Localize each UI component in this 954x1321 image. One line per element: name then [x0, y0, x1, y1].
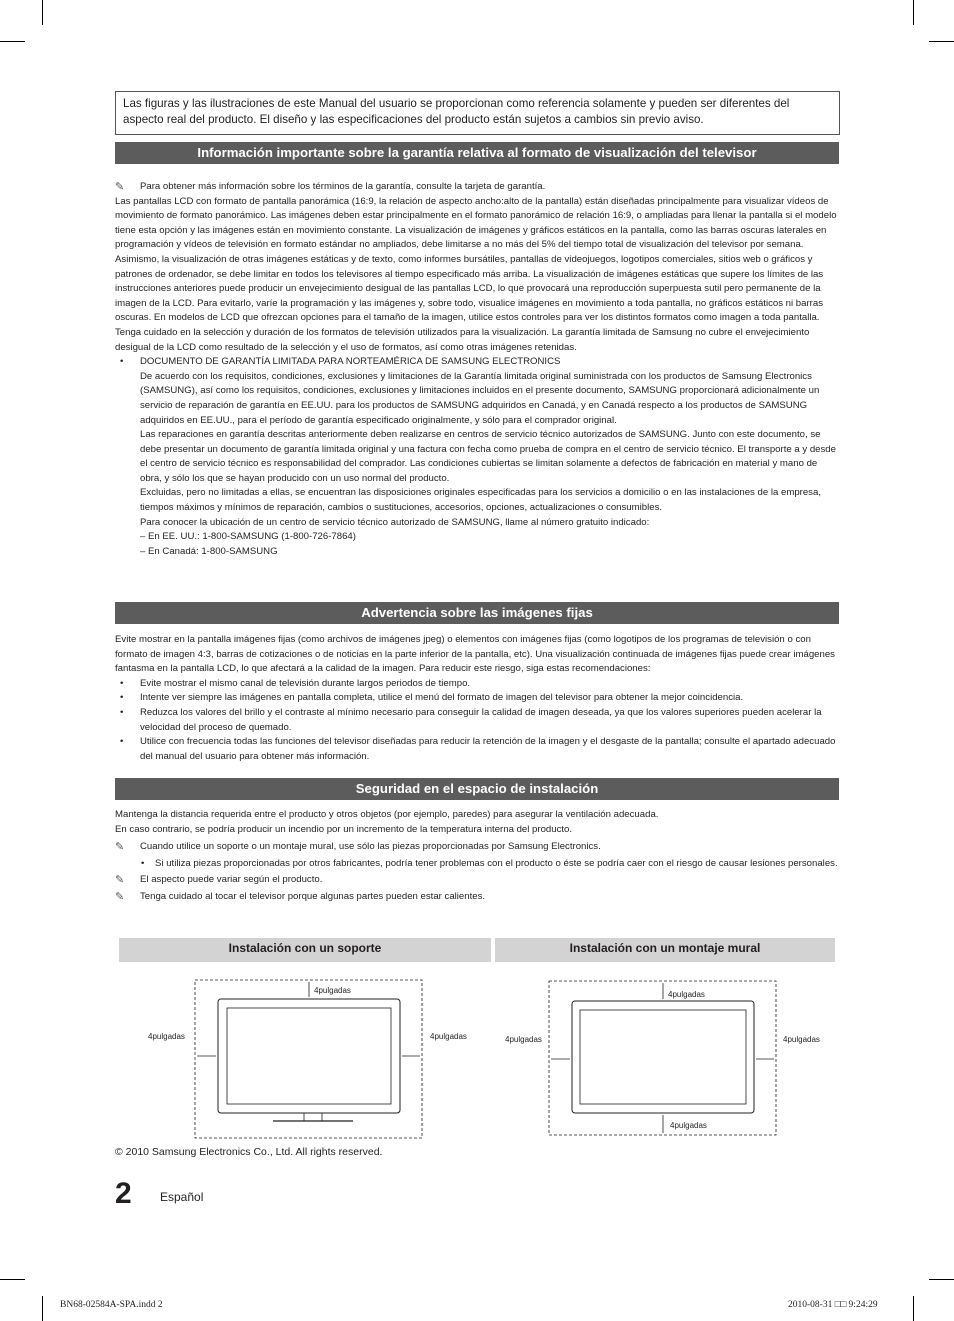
section-header-warranty: Información importante sobre la garantía relativa al formato de visualización del televisor — [115, 142, 839, 164]
paragraph: Excluidas, pero no limitadas a ellas, se encuentran las disposiciones originales especificadas para los servicios a domicilio o en las instalaciones de la empresa, tiempos máximos y mínimos de reparación, cambios o sustituciones, accesorios, opciones, actualizaciones o consumibles. — [140, 487, 821, 514]
crop-mark — [0, 1279, 25, 1280]
wall-installation-diagram — [500, 975, 830, 1140]
copyright: © 2010 Samsung Electronics Co., Ltd. All rights reserved. — [115, 1146, 383, 1158]
paragraph: Asimismo, la visualización de otras imágenes estáticas y de texto, como informes bursátiles, pantallas de videojuegos, logotipos comerciales, sitios web o gráficos y patrones de ordenador, se debe limitar en todos los televisores al tiempo especificado más arriba. La visualización de imágenes estáticas que supere los límites de las instrucciones anteriores puede producir un envejecimiento desigual de las pantallas LCD, lo que provocará una reproducción superpuesta sutil pero permanente de la imagen de la LCD. Para evitarlo, varíe la programación y las imágenes y, sobre todo, visualice imágenes en movimiento a toda pantalla, no gráficos estáticos ni barras oscuras. En modelos de LCD que ofrezcan opciones para el tamaño de la imagen, utilice estos controles para ver los distintos formatos como imagen a toda pantalla. — [115, 253, 824, 324]
list-item: • Reduzca los valores del brillo y el contraste al mínimo necesario para conseguir la calidad de imagen deseada, ya que los valores superiores pueden acelerar la velocidad del proceso de quemado. — [115, 706, 839, 735]
note-text: El aspecto puede variar según el producto. — [140, 874, 323, 886]
tab-header-wall: Instalación con un montaje mural — [495, 938, 835, 962]
section-header-installation: Seguridad en el espacio de instalación — [115, 778, 839, 800]
phone-canada: – En Canadá: 1-800-SAMSUNG — [140, 545, 278, 557]
clearance-label-top: 4pulgadas — [668, 990, 705, 999]
paragraph: Tenga cuidado en la selección y duración de los formatos de televisión utilizados para la visualización. La garantía limitada de Samsung no cubre el envejecimiento desigual de la LCD como resultado de la selección y el uso de formatos, así como otras imágenes retenidas. — [115, 326, 810, 353]
list-item: • Intente ver siempre las imágenes en pantalla completa, utilice el menú del formato de imagen del televisor para obtener la mejor coincidencia. — [115, 691, 839, 706]
paragraph: Para conocer la ubicación de un centro de servicio técnico autorizado de SAMSUNG, llame al número gratuito indicado: — [140, 516, 650, 528]
paragraph: Las pantallas LCD con formato de pantalla panorámica (16:9, la relación de aspecto ancho:alto de la pantalla) están diseñadas principalmente para visualizar vídeos de movimiento de formato panorámico. Las imágenes deben estar principalmente en el formato panorámico de relación 16:9, o ampliadas para llenar la pantalla si el modelo tiene esta opción y las imágenes están en movimiento constante. La visualización de imágenes y gráficos estáticos en la pantalla, como las barras oscuras laterales en programación y vídeos de televisión en formato estándar no ampliados, debe limitarse a no más del 5% del tiempo total de visualización del televisor por semana. — [115, 195, 837, 251]
pencil-icon: ✎ — [115, 890, 125, 903]
paragraph: Las reparaciones en garantía descritas anteriormente deben realizarse en centros de servicio técnico autorizados de SAMSUNG. Junto con este documento, se debe presentar un documento de garantía limitada original y una factura con fecha como prueba de compra en el centro de servicio técnico. El transporte a y desde el centro de servicio técnico es responsabilidad del comprador. Las condiciones cubiertas se limitan solamente a defectos de fabricación en material y mano de obra, y sólo los que se hayan producido con un uso normal del producto. — [140, 429, 836, 484]
warranty-body — [115, 180, 839, 559]
clearance-label-bottom: 4pulgadas — [670, 1121, 707, 1130]
note-text: Para obtener más información sobre los términos de la garantía, consulte la tarjeta de garantía. — [140, 181, 546, 192]
tv-screen — [580, 1010, 746, 1104]
section-header-still-images: Advertencia sobre las imágenes fijas — [115, 602, 839, 624]
clearance-label-top: 4pulgadas — [314, 986, 351, 995]
crop-mark — [0, 41, 25, 42]
print-file-name: BN68-02584A-SPA.indd 2 — [60, 1300, 163, 1310]
disclaimer-box: Las figuras y las ilustraciones de este Manual del usuario se proporcionan como referencia solamente y pueden ser diferentes del aspecto real del producto. El diseño y las especificaciones del producto están sujetos a cambios sin previo aviso. — [115, 91, 840, 135]
clearance-label-right: 4pulgadas — [783, 1035, 820, 1044]
crop-mark — [929, 41, 954, 42]
stand-installation-diagram — [140, 975, 467, 1145]
clearance-label-right: 4pulgadas — [430, 1032, 467, 1041]
tv-screen — [227, 1008, 391, 1104]
paragraph: Evite mostrar en la pantalla imágenes fijas (como archivos de imágenes jpeg) o elementos con imágenes fijas (como logotipos de los programas de televisión o con formato de imagen 4:3, barras de cotizaciones o de noticias en la parte inferior de la pantalla, etc). Una visualización continuada de imágenes fijas puede crear imágenes fantasma en la pantalla LCD, lo que afectará a la calidad de la imagen. Para reducir este riesgo, siga estas recomendaciones: — [115, 634, 835, 675]
tab-header-stand: Instalación con un soporte — [119, 938, 491, 962]
paragraph: En caso contrario, se podría producir un incendio por un incremento de la temperatura interna del producto. — [115, 823, 573, 835]
tv-stand-neck — [304, 1113, 322, 1121]
list-item: • Utilice con frecuencia todas las funciones del televisor diseñadas para reducir la retención de la imagen y el desgaste de la pantalla; consulte el apartado adecuado del manual del usuario para obtener más información. — [115, 735, 839, 764]
pencil-icon: ✎ — [115, 841, 125, 854]
warranty-document-item — [115, 355, 839, 559]
clearance-label-left: 4pulgadas — [148, 1032, 185, 1041]
crop-mark — [913, 1296, 914, 1321]
note-text: Cuando utilice un soporte o un montaje mural, use sólo las piezas proporcionadas por Samsung Electronics. — [140, 841, 601, 853]
page-number: 2 — [115, 1177, 132, 1210]
paragraph: De acuerdo con los requisitos, condiciones, exclusiones y limitaciones de la Garantía limitada original suministrada con los productos de Samsung Electronics (SAMSUNG), así como los requisitos, condiciones, exclusiones y limitaciones incluidos en el presente documento, SAMSUNG proporcionará adicionalmente un servicio de reparación de garantía en EE.UU. para los productos de SAMSUNG adquiridos en Canadá, y en Canadá respecto a los productos de SAMSUNG adquiridos en EE.UU., para el período de garantía especificado originalmente, y sólo para el comprador original. — [140, 370, 820, 426]
installation-note — [115, 873, 839, 888]
clearance-label-left: 4pulgadas — [505, 1035, 542, 1044]
pencil-icon: ✎ — [115, 181, 125, 193]
warranty-note — [115, 180, 839, 195]
note-text: Tenga cuidado al tocar el televisor porque algunas partes pueden estar calientes. — [140, 890, 486, 902]
list-item: • Evite mostrar el mismo canal de televisión durante largos periodos de tiempo. — [115, 677, 839, 692]
language-label: Español — [160, 1190, 204, 1204]
installation-body — [115, 808, 839, 905]
phone-us: – En EE. UU.: 1-800-SAMSUNG (1-800-726-7864) — [140, 531, 356, 543]
installation-note — [115, 890, 839, 905]
document-title: • DOCUMENTO DE GARANTÍA LIMITADA PARA NORTEAMÉRICA DE SAMSUNG ELECTRONICS — [140, 356, 561, 368]
still-images-body — [115, 633, 839, 764]
crop-mark — [913, 0, 914, 25]
print-timestamp: 2010-08-31 □□ 9:24:29 — [788, 1300, 878, 1310]
installation-note — [115, 840, 839, 855]
list-item: • Si utiliza piezas proporcionadas por otros fabricantes, podría tener problemas con el producto o éste se podría caer con el riesgo de causar lesiones personales. — [115, 857, 839, 872]
crop-mark — [929, 1279, 954, 1280]
paragraph: Mantenga la distancia requerida entre el producto y otros objetos (por ejemplo, paredes) para asegurar la ventilación adecuada. — [115, 809, 659, 820]
crop-mark — [42, 0, 43, 25]
pencil-icon: ✎ — [115, 874, 125, 887]
crop-mark — [42, 1296, 43, 1321]
